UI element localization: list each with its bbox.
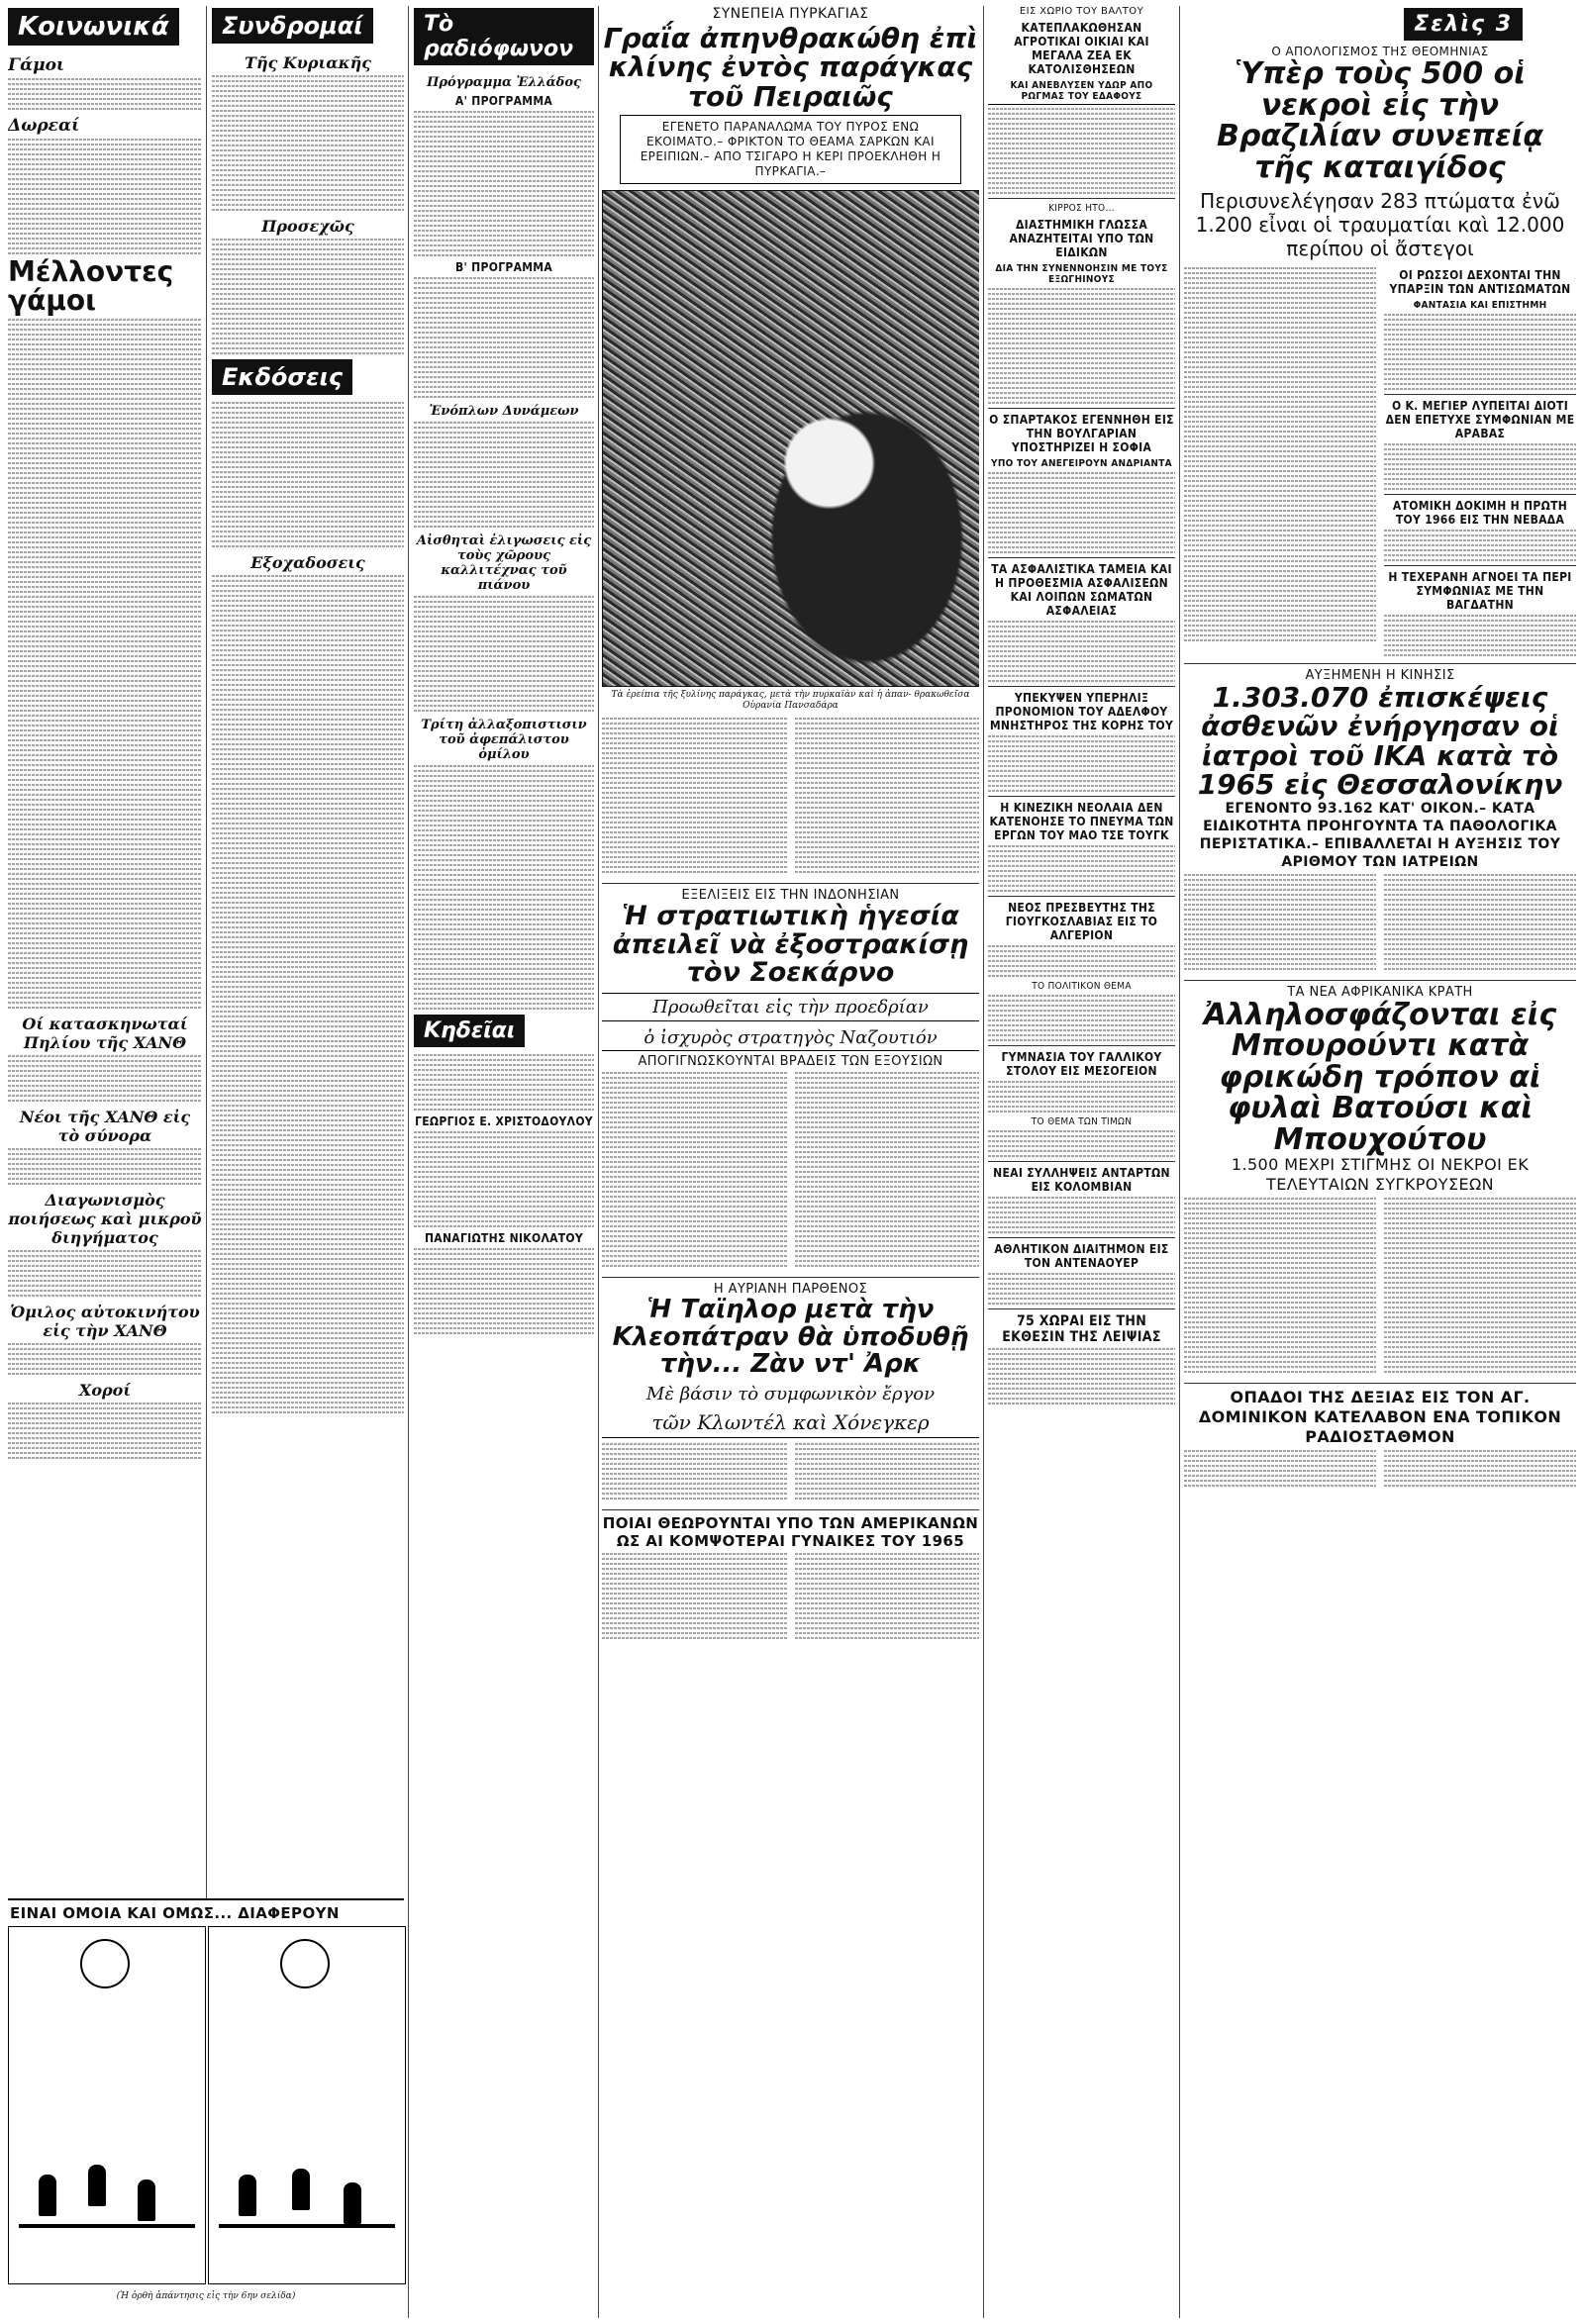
cartoon-right-panel [208, 1926, 406, 2284]
article-body [414, 596, 594, 712]
article-body [602, 715, 787, 876]
article-headline: Τρίτη ἀλλαξοπιστισιν τοῦ ἀφεπάλιστου ὀμίλου [421, 718, 587, 762]
deck-indonesia-a: Προωθεῖται εἰς τὴν προεδρίαν [602, 993, 979, 1021]
article-body [414, 1248, 594, 1334]
article-body [988, 472, 1175, 553]
article-body [602, 1069, 787, 1270]
page-number-tag: Σελὶς 3 [1404, 8, 1523, 41]
article-body [8, 1403, 202, 1459]
article-body [1384, 314, 1576, 390]
article-body [1184, 267, 1376, 551]
brief-headline: Ο Κ. ΜΕΓΙΕΡ ΛΥΠΕΙΤΑΙ ΔΙΟΤΙ ΔΕΝ ΕΠΕΤΥΧΕ ΣΥΜΦΩΝΙΑΝ ΜΕ ΑΡΑΒΑΣ [1385, 399, 1575, 440]
fire-photo [602, 190, 979, 687]
kicker-indonesia: ΕΞΕΛΙΞΕΙΣ ΕΙΣ ΤΗΝ ΙΝΔΟΝΗΣΙΑΝ [681, 888, 900, 904]
brief-headline: ΝΕΟΣ ΠΡΕΣΒΕΥΤΗΣ ΤΗΣ ΓΙΟΥΓΚΟΣΛΑΒΙΑΣ ΕΙΣ ΤΟ ΑΛΓΕΡΙΟΝ [1005, 901, 1158, 942]
headline-taylor: Ἡ Ταϊηλορ μετὰ τὴν Κλεοπάτραν θὰ ὑποδυθῇ τὴν... Ζὰν ντ' Ἀρκ [612, 1295, 969, 1379]
headline-brazil: Ὑπὲρ τοὺς 500 οἱ νεκροὶ εἰς τὴν Βραζιλίαν συνεπείᾳ τῆς καταιγίδος [1216, 56, 1543, 185]
brief-headline: ΤΟ ΘΕΜΑ ΤΩΝ ΤΙΜΩΝ [1031, 1116, 1133, 1127]
article-body [8, 1250, 202, 1297]
figure-icon [88, 2165, 106, 2206]
dominican-article-columns [1184, 1447, 1576, 1493]
brief-headline: ΑΤΟΜΙΚΗ ΔΟΚΙΜΗ Η ΠΡΩΤΗ ΤΟΥ 1966 ΕΙΣ ΤΗΝ ΝΕΒΑΔΑ [1392, 499, 1568, 527]
article-body [988, 1081, 1175, 1113]
section-title-radio: Τὸ ραδιόφωνον [414, 8, 594, 65]
article-body [795, 1550, 980, 1642]
divider [988, 686, 1175, 687]
headline-elegant-women: ΠΟΙΑΙ ΘΕΩΡΟΥΝΤΑΙ ΥΠΟ ΤΩΝ ΑΜΕΡΙΚΑΝΩΝ ΩΣ ΑΙ ΚΟΜΨΟΤΕΡΑΙ ΓΥΝΑΙΚΕΣ ΤΟΥ 1965 [602, 1514, 979, 1551]
column-subscriptions [212, 6, 404, 1891]
article-body [988, 1273, 1175, 1305]
cartoon-box [8, 1898, 404, 2318]
article-headline: Αἰσθηταὶ ἐλιγωσεις εἰς τοὺς χῶρους καλλιτέχνας τοῦ πιάνου [416, 533, 592, 593]
kicker-brazil: Ο ΑΠΟΛΟΓΙΣΜΟΣ ΤΗΣ ΘΕΟΜΗΝΙΑΣ [1271, 45, 1489, 58]
article-body [414, 765, 594, 1010]
brazil-left [1184, 264, 1376, 659]
brief-subhead: ΚΑΙ ΑΝΕΒΛΥΣΕΝ ΥΔΩΡ ΑΠΟ ΡΩΓΜΑΣ ΤΟΥ ΕΔΑΦΟΥΣ [988, 80, 1175, 105]
divider [1184, 663, 1576, 664]
taylor-article-columns [602, 1440, 979, 1505]
kicker-fire: ΣΥΝΕΠΕΙΑ ΠΥΡΚΑΓΙΑΣ [712, 6, 869, 22]
brief-headline: Η ΚΙΝΕΖΙΚΗ ΝΕΟΛΑΙΑ ΔΕΝ ΚΑΤΕΝΟΗΣΕ ΤΟ ΠΝΕΥΜΑ ΤΩΝ ΕΡΓΩΝ ΤΟΥ ΜΑΟ ΤΣΕ ΤΟΥΓΚ [989, 801, 1174, 842]
article-body [1384, 1195, 1576, 1376]
article-body [988, 845, 1175, 892]
article-body [8, 1343, 202, 1375]
subhead: Ὁμιλος αὐτοκινήτου εἰς τὴν ΧΑΝΘ [10, 1302, 200, 1340]
article-body [1384, 530, 1576, 561]
brief-headline: ΑΘΛΗΤΙΚΟΝ ΔΙΑΙΤΗΜΟΝ ΕΙΣ ΤΟΝ ΑΝΤΕΝΑΟΥΕΡ [994, 1242, 1169, 1270]
figure-icon [39, 2175, 56, 2216]
brief-headline: Η ΤΕΧΕΡΑΝΗ ΑΓΝΟΕΙ ΤΑ ΠΕΡΙ ΣΥΜΦΩΝΙΑΣ ΜΕ ΤΗΝ ΒΑΓΔΑΤΗΝ [1388, 570, 1572, 612]
divider [602, 1277, 979, 1278]
column-radio [414, 6, 594, 2318]
clock-icon [80, 1939, 130, 1988]
article-body [602, 1550, 787, 1642]
article-body [988, 1348, 1175, 1404]
article-body [1384, 615, 1576, 656]
brief-headline: ΟΙ ΡΩΣΣΟΙ ΔΕΧΟΝΤΑΙ ΤΗΝ ΥΠΑΡΞΙΝ ΤΩΝ ΑΝΤΙΣΩΜΑΤΩΝ [1389, 268, 1571, 296]
deck-indonesia-c: ΑΠΟΓΙΓΝΩΣΚΟΥΝΤΑΙ ΒΡΑΔΕΙΣ ΤΩΝ ΕΞΟΥΣΙΩΝ [602, 1050, 979, 1069]
divider [1184, 1383, 1576, 1384]
headline-future-weddings: Μέλλοντες γάμοι [8, 255, 174, 318]
section-title-subscriptions: Συνδρομαί [212, 8, 373, 44]
deck-ika: ΕΓΕΝΟΝΤΟ 93.162 ΚΑΤ' ΟΙΚΟΝ.– ΚΑΤΑ ΕΙΔΙΚΟΤΗΤΑ ΠΡΟΗΓΟΥΝΤΑ ΤΑ ΠΑΘΟΛΟΓΙΚΑ ΠΕΡΙΣΤΑΤΙΚΑ.– ΕΠΙΒΑΛΛΕΤΑΙ Η ΑΥΞΗΣΙΣ ΤΟΥ ΑΡΙΘΜΟΥ ΤΩΝ ΙΑΤΡΕΙΩΝ [1199, 800, 1561, 870]
cartoon-caption: (Ἡ ὀρθὴ ἀπάντησις εἰς τὴν 6ην σελίδα) [116, 2291, 296, 2301]
ika-article-columns [1184, 871, 1576, 976]
headline-indonesia: Ἡ στρατιωτικὴ ἡγεσία ἀπειλεῖ νὰ ἐξοστρακίσῃ τὸν Σοεκάρνο [612, 901, 969, 988]
deck-taylor-a: Μὲ βάσιν τὸ συμφωνικὸν ἔργον [645, 1384, 936, 1405]
divider [988, 198, 1175, 199]
kicker-ika: ΑΥΞΗΜΕΝΗ Η ΚΙΝΗΣΙΣ [1305, 668, 1455, 683]
divider [988, 1308, 1175, 1309]
kicker-taylor: Η ΑΥΡΙΑΝΗ ΠΑΡΘΕΝΟΣ [713, 1282, 868, 1298]
fire-article-columns [602, 715, 979, 879]
article-body [8, 139, 202, 254]
article-body [8, 78, 202, 110]
figure-icon [292, 2169, 310, 2210]
headline-ika: 1.303.070 ἐπισκέψεις ἀσθενῶν ἐνήργησαν οἱ ἰατροὶ τοῦ ΙΚΑ κατὰ τὸ 1965 εἰς Θεσσαλονίκην [1197, 681, 1563, 802]
divider [988, 1161, 1175, 1162]
subhead: Προσεχῶς [261, 217, 354, 236]
kicker-burundi: ΤΑ ΝΕΑ ΑΦΡΙΚΑΝΙΚΑ ΚΡΑΤΗ [1287, 984, 1473, 1000]
figure-icon [138, 2179, 155, 2221]
divider [1384, 494, 1576, 495]
column-world [1184, 6, 1576, 2318]
article-body [414, 111, 594, 256]
divider [602, 1509, 979, 1510]
divider [988, 557, 1175, 558]
brief-headline: ΓΥΜΝΑΣΙΑ ΤΟΥ ΓΑΛΛΙΚΟΥ ΣΤΟΛΟΥ ΕΙΣ ΜΕΣΟΓΕΙΟΝ [1001, 1050, 1162, 1078]
article-body [8, 319, 202, 1009]
women-article-columns [602, 1550, 979, 1645]
headline-fire: Γραΐα ἀπηνθρακώθη ἐπὶ κλίνης ἐντὸς παράγκας τοῦ Πειραιῶς [603, 22, 978, 113]
newspaper-page [8, 6, 1576, 2318]
article-body [212, 75, 404, 211]
indonesia-article-columns [602, 1069, 979, 1273]
brazil-right [1384, 264, 1576, 659]
article-body [414, 422, 594, 528]
subhead: Τῆς Κυριακῆς [245, 53, 371, 72]
article-body [988, 1130, 1175, 1157]
column-rule [408, 6, 409, 2318]
column-rule [598, 6, 599, 2318]
column-rule [1179, 6, 1180, 2318]
brief-headline: 75 ΧΩΡΑΙ ΕΙΣ ΤΗΝ ΕΚΘΕΣΙΝ ΤΗΣ ΛΕΙΨΙΑΣ [1002, 1313, 1161, 1345]
subhead: Οί κατασκηνωταί Πηλίου τῆς ΧΑΝΘ [22, 1014, 188, 1052]
brief-headline: ΥΠΕΚΥΨΕΝ ΥΠΕΡΗΛΙΞ ΠΡΟΝΟΜΙΟΝ ΤΟΥ ΑΔΕΛΦΟΥ ΜΝΗΣΤΗΡΟΣ ΤΗΣ ΚΟΡΗΣ ΤΟΥ [989, 691, 1174, 732]
figure-icon [344, 2182, 361, 2224]
article-body [1384, 443, 1576, 490]
brief-subhead: ΥΠΟ ΤΟΥ ΑΝΕΓΕΙΡΟΥΝ ΑΝΔΡΙΑΝΤΑ [991, 458, 1172, 469]
article-body [212, 402, 404, 547]
divider [1384, 394, 1576, 395]
brief-headline: ΔΙΑΣΤΗΜΙΚΗ ΓΛΩΣΣΑ ΑΝΑΖΗΤΕΙΤΑΙ ΥΠΟ ΤΩΝ ΕΙΔΙΚΩΝ [1009, 218, 1154, 259]
article-body [414, 1131, 594, 1227]
column-main-stories [602, 6, 979, 2318]
article-body [414, 277, 594, 398]
divider [988, 1237, 1175, 1238]
subhead: Πρόγραμμα Ἐλλάδος [427, 75, 581, 90]
article-body [988, 945, 1175, 977]
cartoon-left-panel [8, 1926, 206, 2284]
article-body [1184, 555, 1376, 641]
clock-icon [280, 1939, 330, 1988]
article-body [988, 621, 1175, 682]
brazil-layout [1184, 264, 1576, 659]
divider [1384, 565, 1576, 566]
article-body [602, 1440, 787, 1502]
article-body [414, 1054, 594, 1111]
article-body [988, 995, 1175, 1041]
article-body [8, 1055, 202, 1102]
deck-brazil: Περισυνελέγησαν 283 πτώματα ἐνῶ 1.200 εἶναι οἱ τραυματίαι καὶ 12.000 περίπου οἱ ἄστεγοι [1195, 189, 1565, 260]
obituary-name: ΠΑΝΑΓΙΩΤΗΣ ΝΙΚΟΛΑΤΟΥ [424, 1231, 584, 1245]
headline-burundi: Ἀλληλοσφάζονται εἰς Μπουρούντι κατὰ φρικώδη τρόπον αἱ φυλαὶ Βατούσι καὶ Μπουχούτου [1203, 997, 1557, 1157]
divider [988, 408, 1175, 409]
deck-indonesia-b: ὁ ἰσχυρὸς στρατηγὸς Ναζουτιόν [644, 1027, 938, 1049]
deck-fire-box [620, 115, 961, 184]
street-line [219, 2224, 395, 2228]
article-body [8, 1148, 202, 1185]
deck-fire: ΕΓΕΝΕΤΟ ΠΑΡΑΝΑΛΩΜΑ ΤΟΥ ΠΥΡΟΣ ΕΝΩ ΕΚΟΙΜΑΤΟ.– ΦΡΙΚΤΟΝ ΤΟ ΘΕΑΜΑ ΣΑΡΚΩΝ ΚΑΙ ΕΡΕΙΠΙΩΝ.– ΑΠΟ ΤΣΙΓΑΡΟ Η ΚΕΡΙ ΠΡΟΕΚΛΗΘΗ Η ΠΥΡΚΑΓΙΑ.– [640, 120, 941, 179]
section-title-editions: Εκδόσεις [212, 359, 352, 395]
divider [988, 896, 1175, 897]
article-body [988, 735, 1175, 792]
brief-subhead: ΔΙΑ ΤΗΝ ΣΥΝΕΝΝΟΗΣΙΝ ΜΕ ΤΟΥΣ ΕΞΩΓΗΙΝΟΥΣ [995, 263, 1168, 285]
brief-kicker: ΚΙΡΡΟΣ ΗΤΟ... [1048, 203, 1115, 214]
divider [988, 1045, 1175, 1046]
deck-taylor-b: τῶν Κλωντέλ καὶ Χόνεγκερ [602, 1410, 979, 1438]
divider [1184, 980, 1576, 981]
article-body [212, 575, 404, 1413]
page-tag-row [1184, 6, 1576, 45]
subhead: Α' ΠΡΟΓΡΑΜΜΑ [454, 94, 553, 108]
divider [988, 796, 1175, 797]
article-body [1184, 871, 1376, 973]
street-line [19, 2224, 195, 2228]
article-body [1184, 1447, 1376, 1490]
article-body [212, 239, 404, 354]
subhead: Γάμοι [8, 55, 65, 75]
brief-headline: ΤΟ ΠΟΛΙΤΙΚΟΝ ΘΕΜΑ [1032, 981, 1132, 992]
subhead: Διαγωνισμὸς ποιήσεως καὶ μικροῦ διηγήματος [8, 1190, 202, 1247]
obituary-name: ΓΕΩΡΓΙΟΣ Ε. ΧΡΙΣΤΟΔΟΥΛΟΥ [415, 1114, 593, 1128]
article-body [988, 288, 1175, 404]
figure-icon [239, 2175, 256, 2216]
article-body [795, 715, 980, 876]
headline-dominican: ΟΠΑΔΟΙ ΤΗΣ ΔΕΞΙΑΣ ΕΙΣ ΤΟΝ ΑΓ. ΔΟΜΙΝΙΚΟΝ ΚΑΤΕΛΑΒΟΝ ΕΝΑ ΤΟΠΙΚΟΝ ΡΑΔΙΟΣΤΑΘΜΟΝ [1198, 1388, 1562, 1447]
brief-subhead: ΦΑΝΤΑΣΙΑ ΚΑΙ ΕΠΙΣΤΗΜΗ [1413, 300, 1547, 311]
deck-burundi: 1.500 ΜΕΧΡΙ ΣΤΙΓΜΗΣ ΟΙ ΝΕΚΡΟΙ ΕΚ ΤΕΛΕΥΤΑΙΩΝ ΣΥΓΚΡΟΥΣΕΩΝ [1231, 1155, 1530, 1195]
burundi-article-columns [1184, 1195, 1576, 1379]
section-title-social: Κοινωνικά [8, 8, 179, 46]
brief-headline: ΤΑ ΑΣΦΑΛΙΣΤΙΚΑ ΤΑΜΕΙΑ ΚΑΙ Η ΠΡΟΘΕΣΜΙΑ ΑΣΦΑΛΙΣΕΩΝ ΚΑΙ ΛΟΙΠΩΝ ΣΩΜΑΤΩΝ ΑΣΦΑΛΕΙΑΣ [991, 562, 1172, 618]
subhead: Ἐνόπλων Δυνάμεων [429, 404, 579, 419]
article-body [1184, 1195, 1376, 1376]
divider [602, 883, 979, 884]
photo-caption: Τὰ ἐρείπια τῆς ξυλίνης παράγκας, μετὰ τὴν πυρκαϊὰν καὶ ἡ ἀπαν- θρακωθεῖσα Οὐρανία Πανσαδάρα [611, 690, 970, 712]
article-body [1384, 1447, 1576, 1490]
brief-headline: ΝΕΑΙ ΣΥΛΛΗΨΕΙΣ ΑΝΤΑΡΤΩΝ ΕΙΣ ΚΟΛΟΜΒΙΑΝ [993, 1166, 1170, 1194]
kicker-valtos: ΕΙΣ ΧΩΡΙΟ ΤΟΥ ΒΑΛΤΟΥ [1019, 6, 1144, 17]
column-briefs [988, 6, 1175, 2318]
brief-headline: Ο ΣΠΑΡΤΑΚΟΣ ΕΓΕΝΝΗΘΗ ΕΙΣ ΤΗΝ ΒΟΥΛΓΑΡΙΑΝ ΥΠΟΣΤΗΡΙΖΕΙ Η ΣΟΦΙΑ [989, 413, 1174, 454]
article-body [1384, 871, 1576, 973]
subhead: Νέοι τῆς ΧΑΝΘ εἰς τὸ σύνορα [19, 1107, 191, 1145]
cartoon-title: ΕΙΝΑΙ ΟΜΟΙΑ ΚΑΙ ΟΜΩΣ... ΔΙΑΦΕΡΟΥΝ [8, 1898, 404, 1926]
brief-headline: ΚΑΤΕΠΛΑΚΩΘΗΣΑΝ ΑΓΡΟΤΙΚΑΙ ΟΙΚΙΑΙ ΚΑΙ ΜΕΓΑΛΑ ΖΕΑ ΕΚ ΚΑΤΟΛΙΣΘΗΣΕΩΝ [1014, 21, 1149, 76]
column-rule [983, 6, 984, 2318]
subhead: Εξοχαδοσεις [250, 553, 365, 572]
section-title-funerals: Κηδεῖαι [414, 1015, 525, 1047]
subhead: Β' ΠΡΟΓΡΑΜΜΑ [454, 260, 552, 274]
subhead: Δωρεαί [8, 116, 80, 136]
article-body [795, 1069, 980, 1270]
subhead: Χοροί [78, 1380, 132, 1400]
article-body [795, 1440, 980, 1502]
article-body [988, 108, 1175, 194]
article-body [988, 1197, 1175, 1233]
